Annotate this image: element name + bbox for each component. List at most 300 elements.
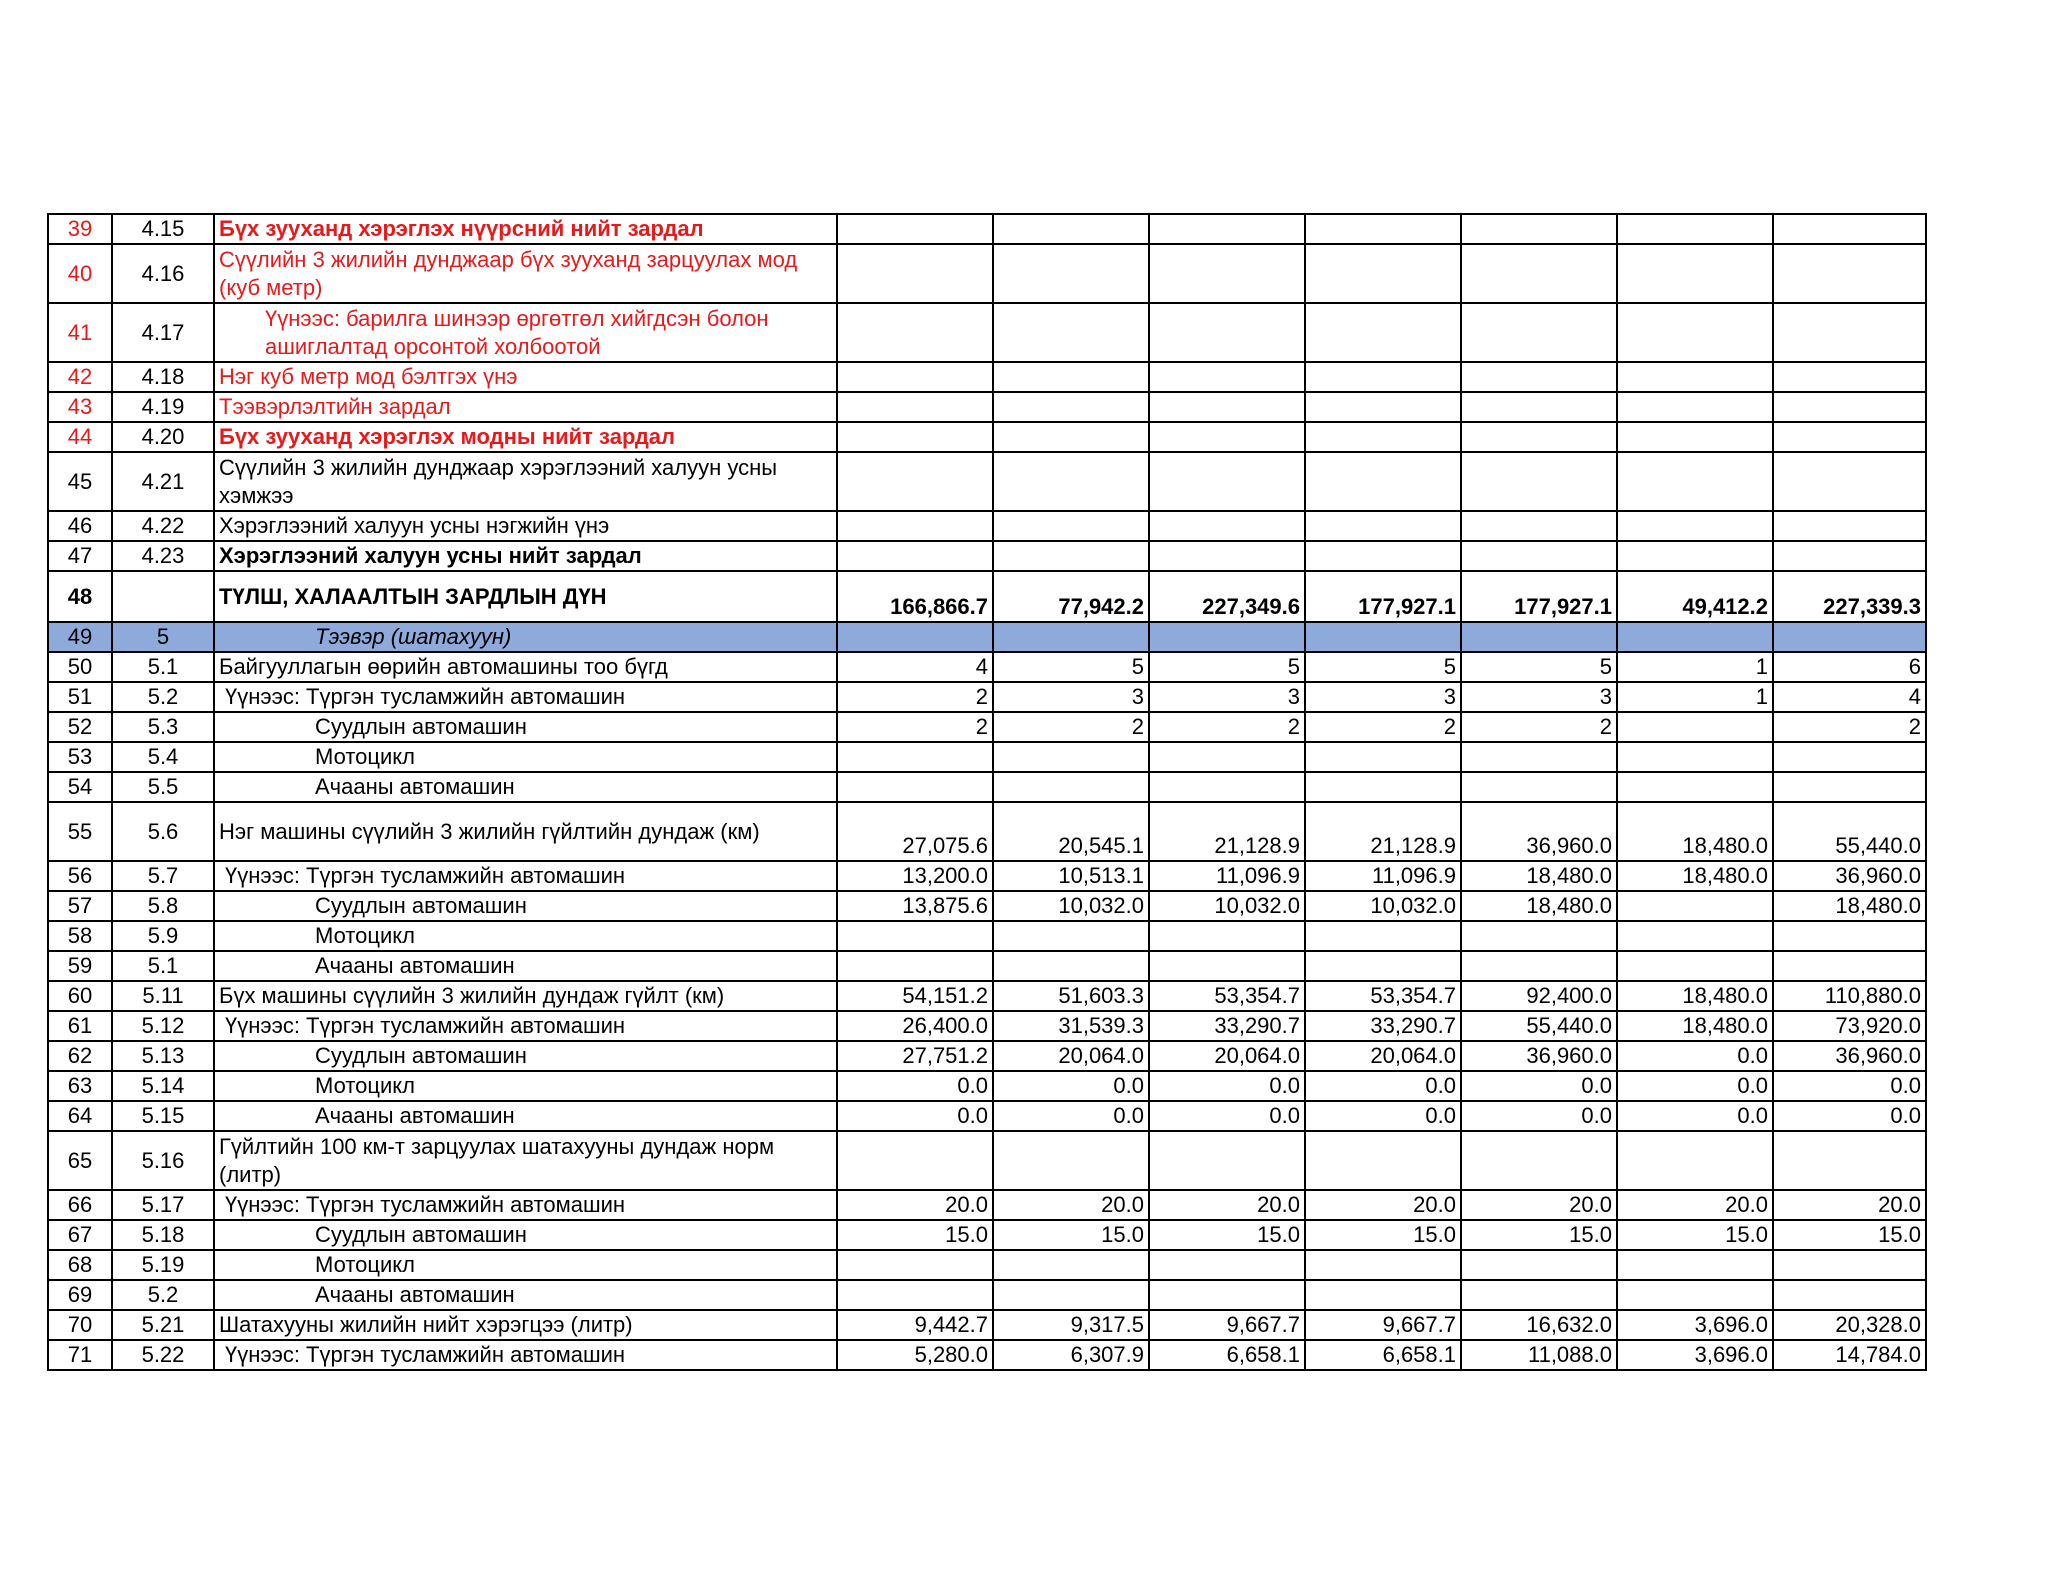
row-label-cell: Хэрэглээний халуун усны нийт зардал <box>214 541 837 571</box>
value-cell: 53,354.7 <box>1149 981 1305 1011</box>
value-cell: 15.0 <box>993 1220 1149 1250</box>
table-row <box>48 571 1926 622</box>
value-cell <box>1149 244 1305 303</box>
table-row <box>48 1310 1926 1340</box>
row-code-cell: 5.16 <box>112 1131 214 1190</box>
value-cell <box>993 742 1149 772</box>
value-cell: 36,960.0 <box>1461 1041 1617 1071</box>
value-cell: 10,032.0 <box>1305 891 1461 921</box>
row-index-cell: 54 <box>48 772 112 802</box>
row-index-cell: 64 <box>48 1101 112 1131</box>
table-row <box>48 1190 1926 1220</box>
value-cell <box>1305 214 1461 244</box>
value-cell <box>993 1131 1149 1190</box>
value-cell: 15.0 <box>1617 1220 1773 1250</box>
row-code-cell: 4.15 <box>112 214 214 244</box>
value-cell <box>1461 392 1617 422</box>
value-cell <box>1461 303 1617 362</box>
value-cell: 5,280.0 <box>837 1340 993 1370</box>
row-label-cell: Ачааны автомашин <box>214 1280 837 1310</box>
table-row <box>48 891 1926 921</box>
value-cell: 31,539.3 <box>993 1011 1149 1041</box>
value-cell <box>1461 541 1617 571</box>
row-index-cell: 47 <box>48 541 112 571</box>
value-cell <box>1617 742 1773 772</box>
value-cell <box>1149 303 1305 362</box>
row-code-cell: 5.4 <box>112 742 214 772</box>
value-cell: 36,960.0 <box>1461 802 1617 861</box>
value-cell: 0.0 <box>1461 1101 1617 1131</box>
row-label-cell: Гүйлтийн 100 км-т зарцуулах шатахууны дундаж норм (литр) <box>214 1131 837 1190</box>
value-cell <box>993 921 1149 951</box>
value-cell: 15.0 <box>1461 1220 1617 1250</box>
value-cell: 18,480.0 <box>1617 981 1773 1011</box>
row-code-cell: 4.16 <box>112 244 214 303</box>
row-index-cell: 63 <box>48 1071 112 1101</box>
row-code-cell: 4.22 <box>112 511 214 541</box>
value-cell: 3,696.0 <box>1617 1340 1773 1370</box>
value-cell <box>1305 452 1461 511</box>
value-cell <box>1461 244 1617 303</box>
value-cell <box>837 1250 993 1280</box>
value-cell <box>1305 1250 1461 1280</box>
row-label-cell: Суудлын автомашин <box>214 712 837 742</box>
value-cell <box>1617 303 1773 362</box>
value-cell <box>1149 214 1305 244</box>
table-row <box>48 1250 1926 1280</box>
table-row <box>48 1011 1926 1041</box>
value-cell: 18,480.0 <box>1617 802 1773 861</box>
value-cell <box>993 772 1149 802</box>
value-cell <box>993 303 1149 362</box>
row-label-cell: Үүнээс: Түргэн тусламжийн автомашин <box>214 1340 837 1370</box>
value-cell <box>993 392 1149 422</box>
row-index-cell: 49 <box>48 622 112 652</box>
value-cell: 0.0 <box>837 1071 993 1101</box>
row-label-cell: Ачааны автомашин <box>214 951 837 981</box>
value-cell <box>1305 541 1461 571</box>
row-label-cell: Суудлын автомашин <box>214 891 837 921</box>
value-cell <box>837 452 993 511</box>
value-cell: 20.0 <box>993 1190 1149 1220</box>
value-cell <box>1305 392 1461 422</box>
value-cell <box>993 214 1149 244</box>
value-cell: 18,480.0 <box>1617 1011 1773 1041</box>
value-cell <box>1461 622 1617 652</box>
value-cell <box>1149 541 1305 571</box>
value-cell: 0.0 <box>1617 1041 1773 1071</box>
value-cell <box>1617 1250 1773 1280</box>
row-index-cell: 48 <box>48 571 112 622</box>
value-cell: 14,784.0 <box>1773 1340 1926 1370</box>
value-cell: 53,354.7 <box>1305 981 1461 1011</box>
value-cell <box>837 511 993 541</box>
value-cell: 3 <box>1149 682 1305 712</box>
table-row <box>48 951 1926 981</box>
value-cell <box>1617 622 1773 652</box>
row-index-cell: 43 <box>48 392 112 422</box>
value-cell: 177,927.1 <box>1305 571 1461 622</box>
value-cell: 9,442.7 <box>837 1310 993 1340</box>
value-cell <box>1773 772 1926 802</box>
value-cell <box>993 244 1149 303</box>
value-cell <box>1461 921 1617 951</box>
value-cell <box>1773 422 1926 452</box>
value-cell <box>993 422 1149 452</box>
value-cell <box>1773 511 1926 541</box>
value-cell: 2 <box>837 712 993 742</box>
value-cell: 20.0 <box>1617 1190 1773 1220</box>
value-cell: 26,400.0 <box>837 1011 993 1041</box>
value-cell: 33,290.7 <box>1305 1011 1461 1041</box>
row-label-cell: Үүнээс: Түргэн тусламжийн автомашин <box>214 682 837 712</box>
value-cell: 20.0 <box>1461 1190 1617 1220</box>
value-cell: 1 <box>1617 682 1773 712</box>
value-cell: 55,440.0 <box>1773 802 1926 861</box>
value-cell <box>1305 1131 1461 1190</box>
row-code-cell: 5.15 <box>112 1101 214 1131</box>
value-cell <box>837 1131 993 1190</box>
value-cell: 0.0 <box>1149 1101 1305 1131</box>
value-cell <box>837 1280 993 1310</box>
value-cell <box>1461 772 1617 802</box>
row-code-cell: 5.19 <box>112 1250 214 1280</box>
value-cell <box>1617 392 1773 422</box>
row-code-cell: 5.14 <box>112 1071 214 1101</box>
value-cell <box>993 1280 1149 1310</box>
value-cell <box>837 392 993 422</box>
row-code-cell: 5.18 <box>112 1220 214 1250</box>
value-cell: 3,696.0 <box>1617 1310 1773 1340</box>
value-cell <box>1773 214 1926 244</box>
value-cell <box>1773 951 1926 981</box>
row-label-cell: Бүх машины сүүлийн 3 жилийн дундаж гүйлт (км) <box>214 981 837 1011</box>
value-cell <box>1149 1280 1305 1310</box>
value-cell <box>1461 1250 1617 1280</box>
table-row <box>48 1220 1926 1250</box>
value-cell <box>1149 951 1305 981</box>
row-index-cell: 40 <box>48 244 112 303</box>
value-cell: 11,088.0 <box>1461 1340 1617 1370</box>
value-cell <box>1461 1280 1617 1310</box>
row-index-cell: 61 <box>48 1011 112 1041</box>
value-cell <box>1305 244 1461 303</box>
row-index-cell: 45 <box>48 452 112 511</box>
value-cell: 20.0 <box>1773 1190 1926 1220</box>
row-label-cell: Суудлын автомашин <box>214 1220 837 1250</box>
value-cell: 227,339.3 <box>1773 571 1926 622</box>
table-row <box>48 511 1926 541</box>
row-code-cell: 5.2 <box>112 682 214 712</box>
value-cell: 15.0 <box>837 1220 993 1250</box>
value-cell: 4 <box>1773 682 1926 712</box>
value-cell <box>837 622 993 652</box>
row-code-cell: 5.1 <box>112 951 214 981</box>
row-index-cell: 67 <box>48 1220 112 1250</box>
row-label-cell: Сүүлийн 3 жилийн дунджаар хэрэглээний халуун усны хэмжээ <box>214 452 837 511</box>
value-cell: 92,400.0 <box>1461 981 1617 1011</box>
row-code-cell: 4.17 <box>112 303 214 362</box>
row-index-cell: 50 <box>48 652 112 682</box>
row-index-cell: 69 <box>48 1280 112 1310</box>
value-cell <box>837 422 993 452</box>
table-row <box>48 214 1926 244</box>
value-cell: 33,290.7 <box>1149 1011 1305 1041</box>
value-cell <box>1149 422 1305 452</box>
value-cell <box>1305 1280 1461 1310</box>
row-label-cell: Мотоцикл <box>214 1250 837 1280</box>
row-index-cell: 51 <box>48 682 112 712</box>
value-cell: 20.0 <box>837 1190 993 1220</box>
table-row <box>48 981 1926 1011</box>
row-code-cell <box>112 571 214 622</box>
value-cell: 9,667.7 <box>1305 1310 1461 1340</box>
value-cell: 55,440.0 <box>1461 1011 1617 1041</box>
row-index-cell: 44 <box>48 422 112 452</box>
row-code-cell: 4.20 <box>112 422 214 452</box>
value-cell <box>1617 452 1773 511</box>
value-cell <box>993 1250 1149 1280</box>
table-row <box>48 861 1926 891</box>
value-cell <box>1149 452 1305 511</box>
row-label-cell: Тээвэр (шатахуун) <box>214 622 837 652</box>
row-label-cell: Мотоцикл <box>214 921 837 951</box>
row-code-cell: 4.19 <box>112 392 214 422</box>
value-cell: 6,307.9 <box>993 1340 1149 1370</box>
row-code-cell: 5.8 <box>112 891 214 921</box>
row-index-cell: 41 <box>48 303 112 362</box>
value-cell: 18,480.0 <box>1617 861 1773 891</box>
value-cell: 227,349.6 <box>1149 571 1305 622</box>
value-cell <box>837 541 993 571</box>
value-cell <box>1773 1250 1926 1280</box>
row-code-cell: 5.17 <box>112 1190 214 1220</box>
value-cell: 2 <box>1305 712 1461 742</box>
value-cell: 49,412.2 <box>1617 571 1773 622</box>
value-cell <box>1773 303 1926 362</box>
value-cell: 0.0 <box>1461 1071 1617 1101</box>
value-cell: 27,751.2 <box>837 1041 993 1071</box>
row-index-cell: 58 <box>48 921 112 951</box>
value-cell: 18,480.0 <box>1773 891 1926 921</box>
table-row <box>48 362 1926 392</box>
value-cell: 11,096.9 <box>1305 861 1461 891</box>
value-cell <box>1617 422 1773 452</box>
table-row <box>48 921 1926 951</box>
table-row <box>48 622 1926 652</box>
value-cell <box>837 303 993 362</box>
value-cell <box>1305 511 1461 541</box>
value-cell: 77,942.2 <box>993 571 1149 622</box>
row-index-cell: 60 <box>48 981 112 1011</box>
value-cell <box>1461 951 1617 981</box>
value-cell <box>1305 422 1461 452</box>
value-cell <box>1773 1131 1926 1190</box>
value-cell: 1 <box>1617 652 1773 682</box>
row-index-cell: 42 <box>48 362 112 392</box>
row-label-cell: Үүнээс: Түргэн тусламжийн автомашин <box>214 1190 837 1220</box>
value-cell <box>837 362 993 392</box>
value-cell: 20.0 <box>1149 1190 1305 1220</box>
row-index-cell: 53 <box>48 742 112 772</box>
value-cell: 0.0 <box>837 1101 993 1131</box>
value-cell: 0.0 <box>1149 1071 1305 1101</box>
value-cell: 27,075.6 <box>837 802 993 861</box>
row-index-cell: 62 <box>48 1041 112 1071</box>
value-cell: 110,880.0 <box>1773 981 1926 1011</box>
value-cell: 3 <box>1461 682 1617 712</box>
value-cell <box>1617 921 1773 951</box>
row-index-cell: 52 <box>48 712 112 742</box>
value-cell: 2 <box>837 682 993 712</box>
row-code-cell: 5.7 <box>112 861 214 891</box>
value-cell: 5 <box>1461 652 1617 682</box>
value-cell: 9,317.5 <box>993 1310 1149 1340</box>
value-cell: 15.0 <box>1305 1220 1461 1250</box>
value-cell: 6,658.1 <box>1305 1340 1461 1370</box>
value-cell: 15.0 <box>1149 1220 1305 1250</box>
row-code-cell: 5.13 <box>112 1041 214 1071</box>
row-code-cell: 5.1 <box>112 652 214 682</box>
value-cell: 2 <box>1773 712 1926 742</box>
row-code-cell: 5.9 <box>112 921 214 951</box>
value-cell: 0.0 <box>993 1071 1149 1101</box>
table-row <box>48 1280 1926 1310</box>
value-cell: 2 <box>1149 712 1305 742</box>
value-cell <box>993 951 1149 981</box>
value-cell: 10,032.0 <box>1149 891 1305 921</box>
value-cell: 20.0 <box>1305 1190 1461 1220</box>
value-cell: 73,920.0 <box>1773 1011 1926 1041</box>
table-row <box>48 541 1926 571</box>
value-cell <box>1305 951 1461 981</box>
value-cell: 20,328.0 <box>1773 1310 1926 1340</box>
row-label-cell: Хэрэглээний халуун усны нэгжийн үнэ <box>214 511 837 541</box>
row-code-cell: 5.11 <box>112 981 214 1011</box>
value-cell <box>1305 622 1461 652</box>
value-cell: 10,032.0 <box>993 891 1149 921</box>
value-cell: 51,603.3 <box>993 981 1149 1011</box>
value-cell: 54,151.2 <box>837 981 993 1011</box>
table-row <box>48 1071 1926 1101</box>
value-cell: 177,927.1 <box>1461 571 1617 622</box>
value-cell: 3 <box>993 682 1149 712</box>
value-cell: 18,480.0 <box>1461 861 1617 891</box>
row-label-cell: Нэг машины сүүлийн 3 жилийн гүйлтийн дундаж (км) <box>214 802 837 861</box>
row-index-cell: 71 <box>48 1340 112 1370</box>
value-cell <box>1773 921 1926 951</box>
value-cell: 0.0 <box>1617 1071 1773 1101</box>
row-index-cell: 70 <box>48 1310 112 1340</box>
value-cell: 5 <box>1305 652 1461 682</box>
value-cell <box>1617 772 1773 802</box>
value-cell: 2 <box>1461 712 1617 742</box>
value-cell <box>1461 362 1617 392</box>
value-cell <box>993 362 1149 392</box>
value-cell: 5 <box>993 652 1149 682</box>
row-label-cell: Сүүлийн 3 жилийн дунджаар бүх зууханд зарцуулах мод (куб метр) <box>214 244 837 303</box>
row-index-cell: 65 <box>48 1131 112 1190</box>
value-cell <box>993 541 1149 571</box>
value-cell: 9,667.7 <box>1149 1310 1305 1340</box>
value-cell: 6 <box>1773 652 1926 682</box>
table-row <box>48 422 1926 452</box>
budget-table <box>47 213 1927 1371</box>
table-row <box>48 802 1926 861</box>
value-cell: 36,960.0 <box>1773 1041 1926 1071</box>
row-index-cell: 55 <box>48 802 112 861</box>
value-cell <box>1773 362 1926 392</box>
row-label-cell: Мотоцикл <box>214 742 837 772</box>
row-code-cell: 5.5 <box>112 772 214 802</box>
value-cell <box>1149 1250 1305 1280</box>
row-label-cell: Байгууллагын өөрийн автомашины тоо бүгд <box>214 652 837 682</box>
row-index-cell: 59 <box>48 951 112 981</box>
value-cell <box>1149 772 1305 802</box>
value-cell: 166,866.7 <box>837 571 993 622</box>
row-label-cell: Мотоцикл <box>214 1071 837 1101</box>
value-cell: 2 <box>993 712 1149 742</box>
value-cell <box>1617 244 1773 303</box>
value-cell <box>1617 541 1773 571</box>
row-label-cell: Тээвэрлэлтийн зардал <box>214 392 837 422</box>
value-cell: 0.0 <box>1617 1101 1773 1131</box>
value-cell: 20,545.1 <box>993 802 1149 861</box>
value-cell <box>1149 622 1305 652</box>
value-cell: 18,480.0 <box>1461 891 1617 921</box>
value-cell <box>993 622 1149 652</box>
table-row <box>48 392 1926 422</box>
table-row <box>48 303 1926 362</box>
value-cell <box>1305 303 1461 362</box>
value-cell <box>993 452 1149 511</box>
value-cell <box>1617 362 1773 392</box>
table-row <box>48 652 1926 682</box>
value-cell <box>837 214 993 244</box>
value-cell: 15.0 <box>1773 1220 1926 1250</box>
row-code-cell: 4.18 <box>112 362 214 392</box>
value-cell: 0.0 <box>993 1101 1149 1131</box>
row-label-cell: Ачааны автомашин <box>214 772 837 802</box>
table-row <box>48 1131 1926 1190</box>
value-cell <box>1461 1131 1617 1190</box>
value-cell <box>1617 712 1773 742</box>
table-row <box>48 772 1926 802</box>
value-cell <box>1617 951 1773 981</box>
value-cell <box>1773 541 1926 571</box>
row-index-cell: 66 <box>48 1190 112 1220</box>
value-cell: 13,200.0 <box>837 861 993 891</box>
row-code-cell: 5.21 <box>112 1310 214 1340</box>
value-cell: 11,096.9 <box>1149 861 1305 891</box>
value-cell: 10,513.1 <box>993 861 1149 891</box>
row-code-cell: 5.3 <box>112 712 214 742</box>
row-code-cell: 4.21 <box>112 452 214 511</box>
value-cell: 21,128.9 <box>1305 802 1461 861</box>
value-cell <box>1773 392 1926 422</box>
value-cell <box>1617 1280 1773 1310</box>
table-row <box>48 1041 1926 1071</box>
value-cell <box>837 772 993 802</box>
row-code-cell: 4.23 <box>112 541 214 571</box>
value-cell <box>1461 214 1617 244</box>
row-label-cell: Шатахууны жилийн нийт хэрэгцээ (литр) <box>214 1310 837 1340</box>
value-cell <box>837 951 993 981</box>
value-cell <box>1149 742 1305 772</box>
value-cell <box>1149 362 1305 392</box>
value-cell <box>1773 244 1926 303</box>
value-cell <box>837 921 993 951</box>
